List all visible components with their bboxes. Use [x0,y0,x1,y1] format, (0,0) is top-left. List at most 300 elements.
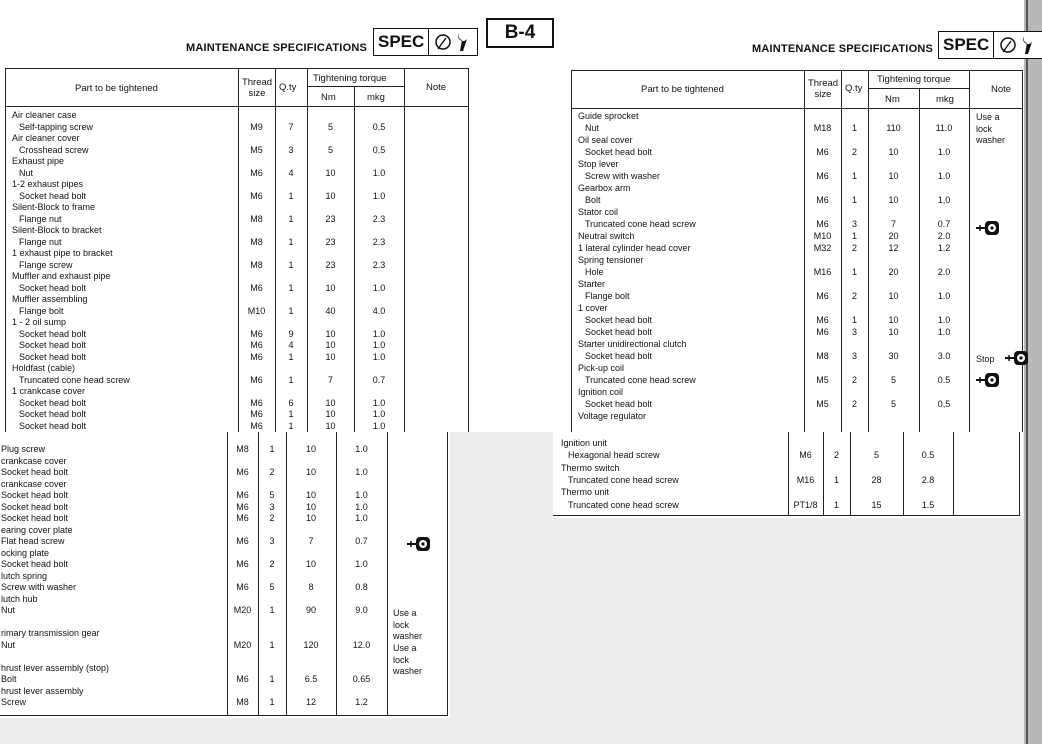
part-cell: 1 crankcase cover [12,386,86,396]
nm-cell: 23 [325,259,336,270]
qty-cell: 6 [288,397,294,408]
thread-cell: M6 [250,397,263,408]
table-row [5,283,469,295]
qty-cell: 3 [851,351,857,361]
page-code: B-4 [486,18,554,48]
thread-cell: M10 [813,231,832,241]
part-cell: Ignition unit [561,438,608,448]
part-cell: 1 lateral cylinder head cover [578,243,691,253]
table-row [0,548,448,560]
table-row [571,291,1023,303]
mkg-cell: 2.0 [937,231,951,241]
part-cell: Air cleaner cover [12,133,80,143]
table-row [0,444,448,456]
qty-cell: 5 [269,490,275,500]
mkg-cell: 9.0 [355,605,368,615]
part-cell: Socket head bolt [1,501,69,512]
part-cell: Socket head bolt [585,399,653,409]
qty-cell: 5 [269,582,275,592]
nm-cell: 10 [305,513,316,523]
mkg-cell: 1,0 [937,195,951,205]
thread-cell: M6 [816,147,829,157]
header-torque: Tightening torque [313,73,387,84]
part-cell: Pick-up coil [578,363,625,373]
nm-cell: 10 [305,444,316,454]
part-cell: Starter [578,279,606,289]
table-row [5,271,469,283]
thread-cell: M8 [250,259,263,270]
lock-washer-icon [976,220,1000,241]
qty-cell: 9 [288,328,294,339]
thread-cell: M6 [236,467,249,477]
part-cell: Gearbox arm [578,183,631,193]
nm-cell: 5 [873,450,879,461]
part-cell: Socket head bolt [585,315,653,325]
note-stop: Stop [976,354,995,364]
header-mkg: mkg [367,92,385,103]
nm-cell: 12 [305,697,316,707]
table-row [571,375,1023,387]
mkg-cell: 11.0 [935,123,953,133]
header-torque: Tightening torque [877,74,951,85]
nm-cell: 10 [305,490,316,500]
mkg-cell: 1.0 [372,328,386,339]
qty-cell: 1 [288,420,294,431]
mkg-cell: 1.0 [355,467,368,477]
thread-cell: M8 [250,236,263,247]
qty-cell: 1 [288,305,294,316]
table-row [0,467,448,479]
note-lock-washer: Use a lock washer [393,643,423,676]
lock-washer-icon [407,536,431,557]
nm-cell: 10 [325,420,336,431]
part-cell: Spring tensioner [578,255,644,265]
mkg-cell: 2.3 [372,213,386,224]
part-cell: Socket head bolt [19,409,87,419]
table-row [5,145,469,157]
qty-cell: 2 [269,513,275,523]
thread-cell: M6 [250,351,263,362]
qty-cell: 1 [288,259,294,270]
nm-cell: 10 [305,467,316,477]
part-cell: lutch spring [1,570,48,581]
qty-cell: 1 [288,190,294,201]
table-row [0,571,448,583]
thread-cell: M6 [250,328,263,339]
qty-cell: 1 [851,231,857,241]
table-row [553,500,1020,512]
mkg-cell: 1.0 [372,190,386,201]
qty-cell: 2 [851,243,857,253]
table-row [571,195,1023,207]
part-cell: Starter unidirectional clutch [578,339,687,349]
nm-cell: 10 [325,409,336,419]
part-cell: rimary transmission gear [1,628,100,638]
nm-cell: 5 [327,121,333,132]
nm-cell: 120 [303,639,319,650]
nm-cell: 10 [888,195,899,205]
spec-label: SPEC [939,32,994,58]
thread-cell: M6 [816,171,829,181]
table-row [571,171,1023,183]
mkg-cell: 2.3 [372,236,386,247]
thread-cell: M6 [250,420,263,431]
wrench-gauge-icon [429,29,477,55]
part-cell: Flange bolt [19,305,64,316]
thread-cell: M8 [250,213,263,224]
table-row [571,231,1023,243]
thread-cell: M20 [233,605,252,615]
header-nm: Nm [321,92,336,103]
table-row [5,133,469,145]
table-row [553,463,1020,475]
table-row [571,363,1023,375]
table-row [571,159,1023,171]
thread-cell: M6 [236,513,249,523]
part-cell: Flat head screw [1,536,65,546]
torque-rule [307,86,404,87]
part-cell: Bolt [1,674,17,684]
table-row [5,110,469,122]
wrench-gauge-icon [994,32,1042,58]
table-row [5,237,469,249]
qty-cell: 4 [288,167,294,178]
thread-cell: M6 [250,167,263,178]
part-cell: Nut [585,123,600,133]
thread-cell: M6 [236,501,249,512]
table-row [0,490,448,502]
mkg-cell: 0.5 [372,121,386,132]
part-cell: 1 - 2 oil sump [12,317,67,327]
table-row [553,475,1020,487]
qty-cell: 2 [269,467,275,477]
part-cell: Truncated cone head screw [19,374,130,385]
thread-cell: M6 [799,450,812,461]
thread-cell: M6 [816,219,829,229]
thread-cell: M6 [816,327,829,337]
qty-cell: 1 [269,697,275,707]
mkg-cell: 3.0 [937,351,951,361]
nm-cell: 8 [308,582,314,592]
header-rule [5,106,469,107]
table-row [5,409,469,421]
mkg-cell: 1.2 [937,243,951,253]
nm-cell: 5 [890,399,896,409]
table-row [571,279,1023,291]
mkg-cell: 12.0 [352,639,371,650]
table-row [571,147,1023,159]
table-row [0,582,448,594]
nm-cell: 110 [886,123,901,133]
table-row [571,411,1023,423]
thread-cell: M6 [236,674,249,684]
table-row [0,640,448,652]
table-row [553,487,1020,499]
part-cell: Socket head bolt [585,147,653,157]
nm-cell: 10 [888,171,899,181]
nm-cell: 12 [888,243,899,253]
header-nm: Nm [885,94,900,105]
mkg-cell: 2.8 [921,474,935,485]
part-cell: Nut [1,639,16,650]
mkg-cell: 0.5 [921,450,935,461]
part-cell: Hole [585,267,604,277]
spec-badge-right [938,31,1042,59]
thread-cell: PT1/8 [793,499,818,510]
thread-cell: M6 [236,490,249,500]
part-cell: Flange nut [19,213,62,224]
part-cell: Stop lever [578,159,619,169]
qty-cell: 1 [851,315,857,325]
table-row [0,686,448,698]
table-row [5,168,469,180]
part-cell: Voltage regulator [578,411,647,421]
table-row [0,502,448,514]
thread-cell: M6 [816,291,829,301]
mkg-cell: 0.5 [372,144,386,155]
part-cell: Screw with washer [585,171,661,181]
mkg-cell: 0,5 [937,399,951,409]
bottom-rule [553,515,1020,516]
qty-cell: 1 [269,444,275,454]
mkg-cell: 1.0 [372,167,386,178]
scan-edge-line [1026,0,1028,744]
header-qty: Q.ty [845,83,863,94]
mkg-cell: 1.2 [355,697,368,707]
header-thread: Thread size [241,77,273,99]
part-cell: Nut [19,167,34,178]
mkg-cell: 1.0 [355,501,368,512]
table-row [5,340,469,352]
thread-cell: M6 [250,282,263,293]
part-cell: Socket head bolt [1,490,69,500]
nm-cell: 10 [888,315,899,325]
table-row [0,697,448,709]
mkg-cell: 1.0 [372,340,386,350]
part-cell: Exhaust pipe [12,156,65,166]
table-row [571,327,1023,339]
qty-cell: 2 [269,559,275,569]
qty-cell: 1 [288,213,294,224]
nm-cell: 10 [325,340,336,350]
table-row [5,329,469,341]
mkg-cell: 0.7 [372,374,386,385]
bottom-rule [0,715,448,716]
nm-cell: 10 [325,190,336,201]
table-row [571,303,1023,315]
thread-cell: M8 [236,697,249,707]
nm-cell: 10 [325,328,336,339]
table-row [5,260,469,272]
table-row [0,628,448,640]
table-row [571,267,1023,279]
mkg-cell: 1.0 [372,397,386,408]
table-row [5,214,469,226]
part-cell: Holdfast (cable) [12,363,76,373]
qty-cell: 4 [288,340,294,350]
table-row [5,317,469,329]
table-row [0,559,448,571]
spec-table-left-continued [0,432,450,718]
part-cell: Truncated cone head screw [568,499,679,510]
qty-cell: 3 [288,144,294,155]
mkg-cell: 1.0 [372,282,386,293]
nm-cell: 20 [888,267,899,277]
thread-cell: M6 [236,582,249,592]
qty-cell: 7 [288,121,294,132]
table-row [5,421,469,433]
part-cell: Ignition coil [578,387,624,397]
header-note: Note [426,82,447,93]
part-cell: Socket head bolt [19,340,87,350]
mkg-cell: 1.0 [355,559,368,569]
mkg-cell: 0.7 [355,536,368,546]
nm-cell: 7 [308,536,314,546]
header-qty: Q.ty [279,82,297,93]
qty-cell: 1 [269,639,275,650]
part-cell: Crosshead screw [19,144,89,155]
table-row [5,375,469,387]
table-row [571,351,1023,363]
table-row [5,363,469,375]
qty-cell: 2 [833,450,839,461]
spec-table-right-continued [553,432,1023,518]
part-cell: Socket head bolt [19,328,87,339]
table-row [571,339,1023,351]
part-cell: Truncated cone head screw [568,474,679,485]
mkg-cell: 1.5 [921,499,935,510]
thread-cell: M20 [233,639,252,650]
qty-cell: 3 [269,501,275,512]
mkg-cell: 1.0 [937,147,951,157]
table-row [5,386,469,398]
part-cell: Flange nut [19,236,62,247]
part-cell: Socket head bolt [19,420,87,431]
part-cell: lutch hub [1,593,38,604]
header-note: Note [991,84,1012,95]
nm-cell: 5 [327,144,333,155]
lock-washer-icon [976,372,1000,393]
header-part: Part to be tightened [75,83,158,94]
table-row [571,123,1023,135]
qty-cell: 1 [269,674,275,684]
part-cell: Truncated cone head screw [585,219,696,229]
part-cell: 1 exhaust pipe to bracket [12,248,113,258]
qty-cell: 3 [851,327,857,337]
nm-cell: 10 [305,501,316,512]
spec-table-left [5,68,470,432]
table-row [571,243,1023,255]
nm-cell: 7 [890,219,896,229]
qty-cell: 2 [851,291,857,301]
part-cell: Screw with washer [1,582,77,592]
nm-cell: 40 [325,305,336,316]
qty-cell: 1 [833,499,839,510]
part-cell: Thermo unit [561,487,610,498]
qty-cell: 1 [288,236,294,247]
lock-washer-icon [1005,350,1029,371]
thread-cell: M16 [796,474,815,485]
table-row [5,122,469,134]
thread-cell: M10 [247,305,266,316]
part-cell: Socket head bolt [585,351,653,361]
thread-cell: M8 [816,351,829,361]
part-cell: Stator coil [578,207,619,217]
qty-cell: 3 [851,219,857,229]
part-cell: Socket head bolt [585,327,653,337]
part-cell: Self-tapping screw [19,121,94,132]
part-cell: Truncated cone head screw [585,375,696,385]
mkg-cell: 2.3 [372,259,386,270]
part-cell: Air cleaner case [12,110,77,120]
thread-cell: M32 [813,243,832,253]
qty-cell: 1 [288,374,294,385]
mkg-cell: 2.0 [937,267,951,277]
part-cell: Thermo switch [561,462,620,473]
table-row [571,207,1023,219]
table-row [0,663,448,675]
table-row [0,479,448,491]
table-row [571,255,1023,267]
thread-cell: M6 [250,409,263,419]
nm-cell: 30 [888,351,899,361]
table-row [0,525,448,537]
nm-cell: 90 [305,605,316,615]
nm-cell: 10 [325,351,336,362]
spec-table-right [571,70,1023,432]
nm-cell: 23 [325,236,336,247]
qty-cell: 3 [269,536,275,546]
mkg-cell: 1.0 [937,327,951,337]
part-cell: ocking plate [1,547,50,558]
table-row [571,183,1023,195]
thread-cell: M16 [813,267,832,277]
header-rule [571,108,1023,109]
qty-cell: 1 [833,474,839,485]
table-row [553,438,1020,450]
nm-cell: 15 [871,499,882,510]
nm-cell: 5 [890,375,896,385]
header-part: Part to be tightened [641,84,724,95]
part-cell: Hexagonal head screw [568,450,660,461]
nm-cell: 7 [327,374,333,385]
table-row [0,605,448,617]
qty-cell: 1 [851,195,857,205]
part-cell: Neutral switch [578,231,635,241]
table-row [571,219,1023,231]
nm-cell: 23 [325,213,336,224]
mkg-cell: 1.0 [937,315,951,325]
mkg-cell: 4.0 [372,305,386,316]
nm-cell: 10 [888,147,899,157]
table-row [0,536,448,548]
thread-cell: M6 [250,190,263,201]
table-row [5,191,469,203]
part-cell: Screw [1,697,27,707]
table-row [0,651,448,663]
part-cell: crankcase cover [1,478,67,489]
mkg-cell: 0.5 [937,375,951,385]
note-lock-washer: Use a lock washer [393,608,423,641]
thread-cell: M5 [816,399,829,409]
table-row [571,111,1023,123]
part-cell: Muffler assembling [12,294,88,304]
nm-cell: 10 [888,291,899,301]
part-cell: Nut [1,605,16,615]
part-cell: Oil seal cover [578,135,633,145]
thread-cell: M9 [250,121,263,132]
mkg-cell: 0.7 [937,219,951,229]
